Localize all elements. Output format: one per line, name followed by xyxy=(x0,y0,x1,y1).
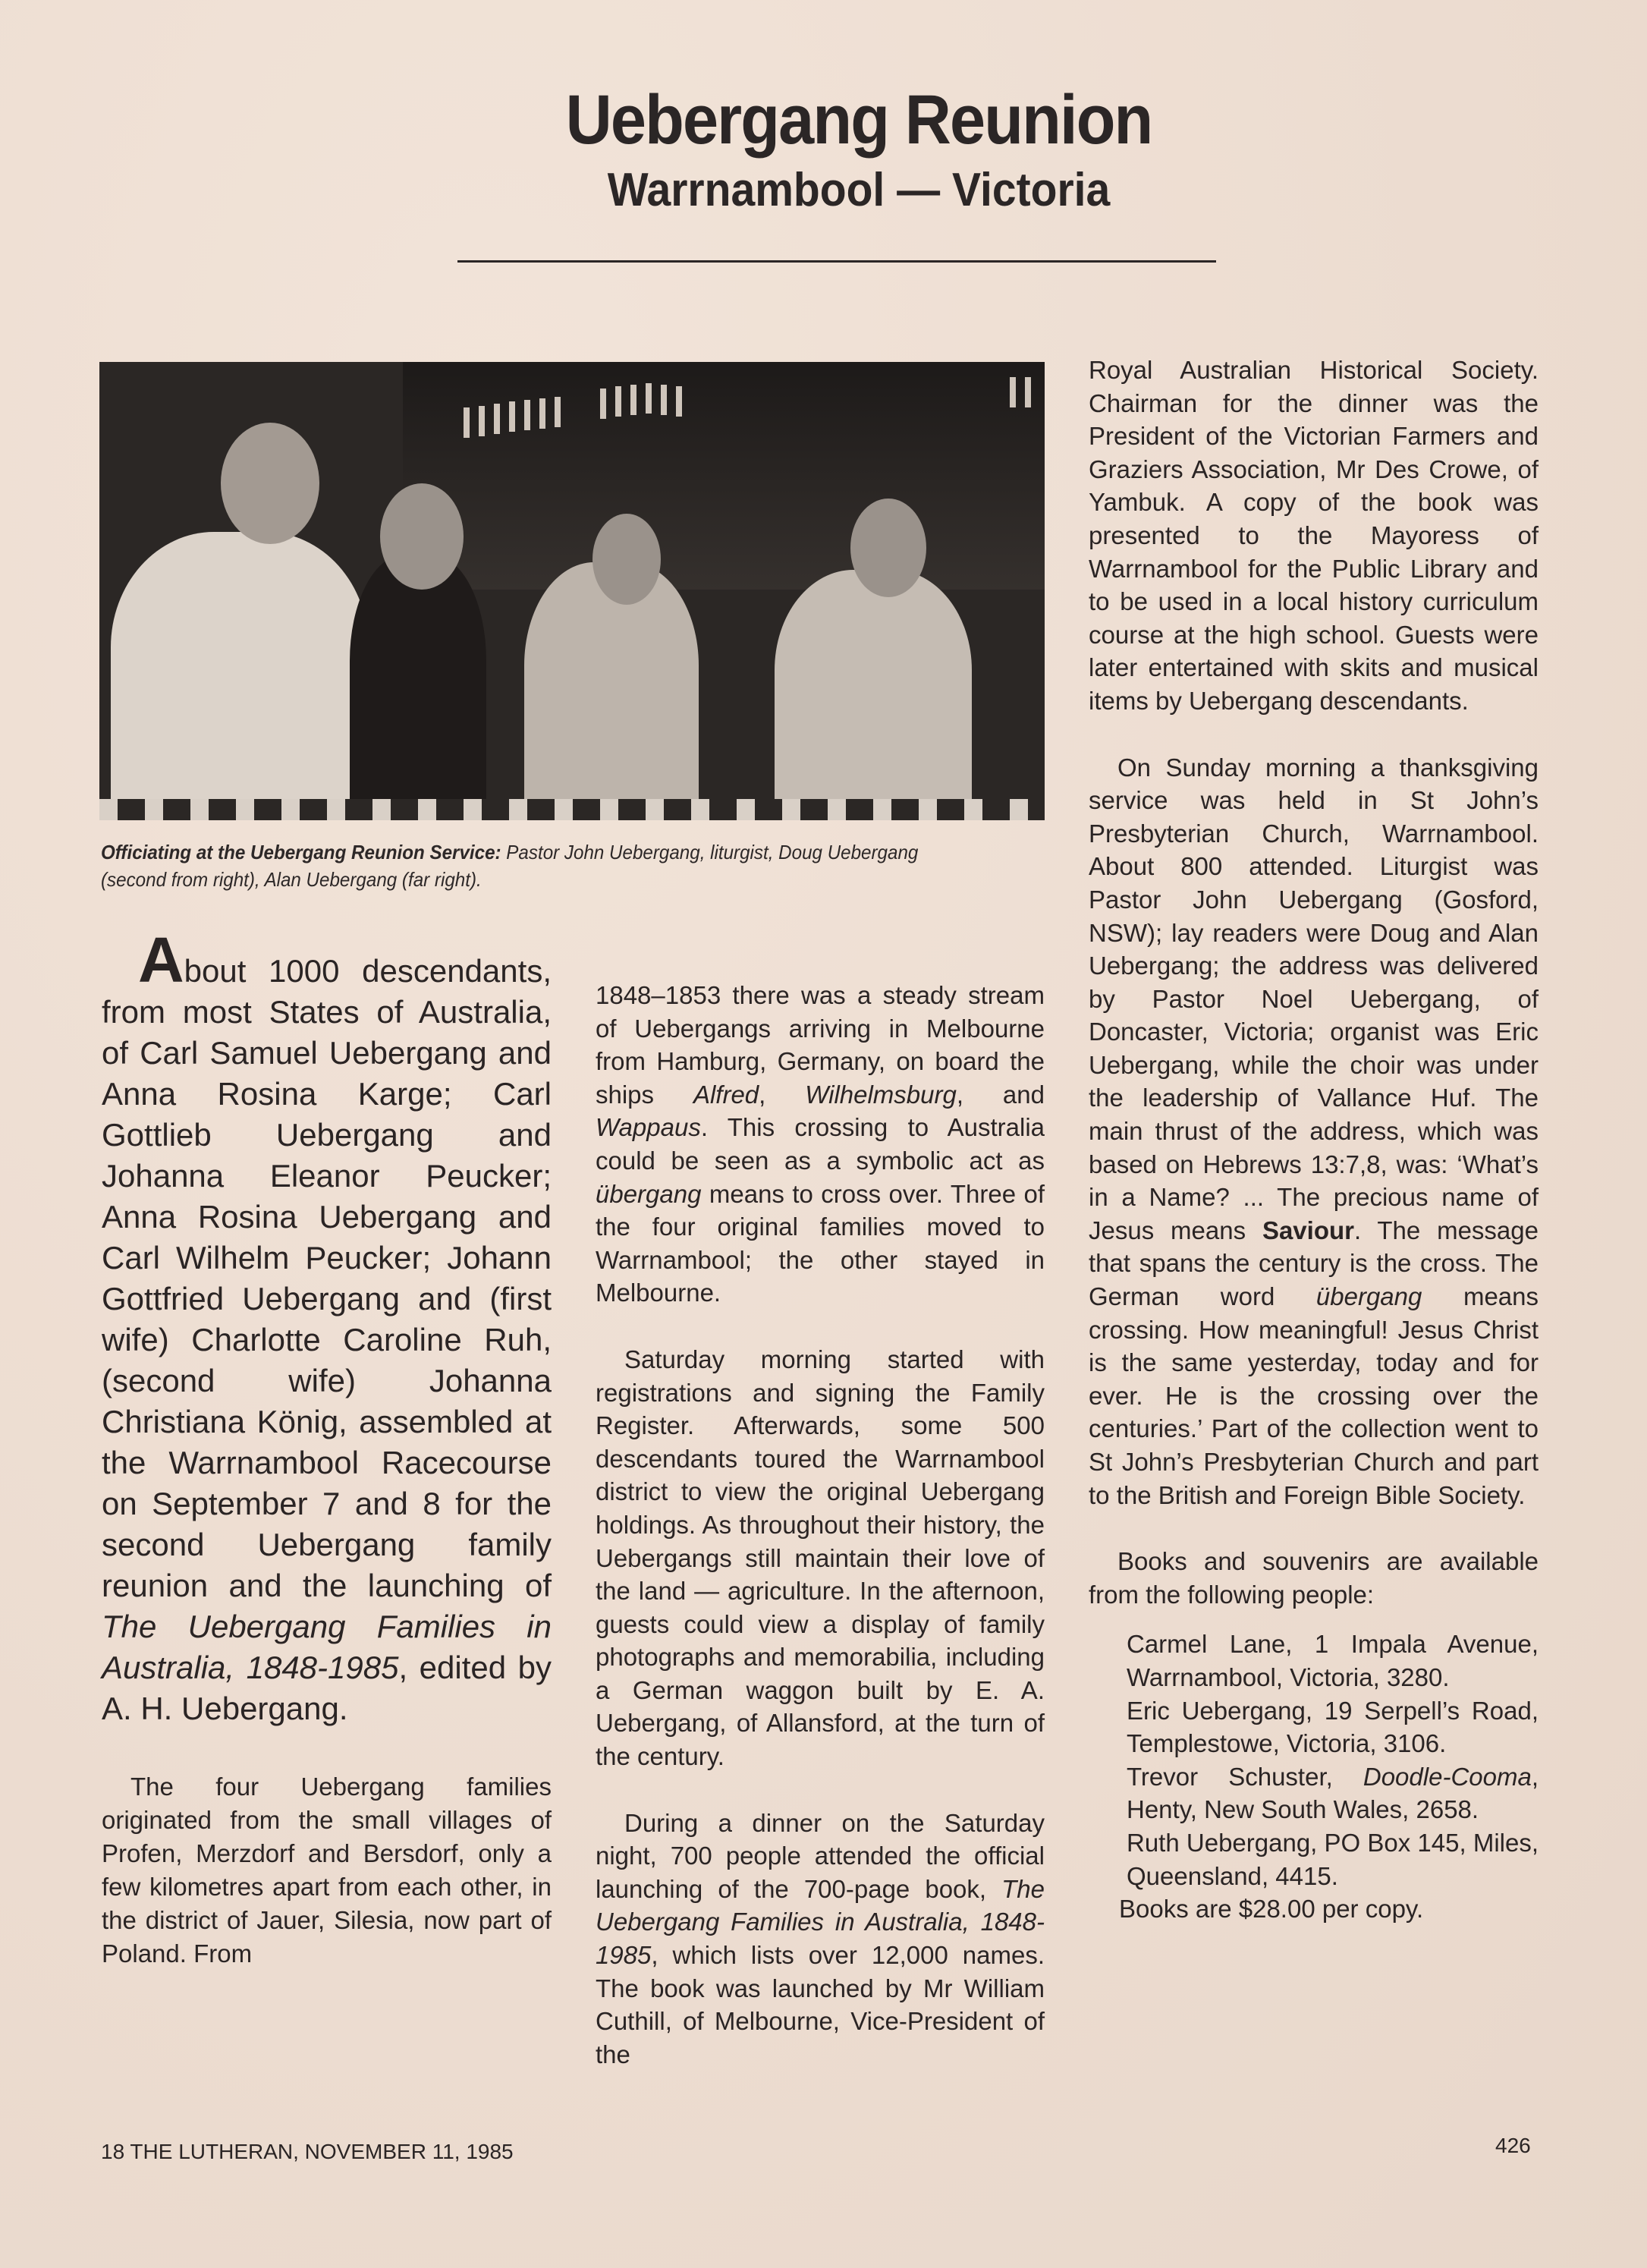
paragraph: Books and souvenirs are available from the following people: xyxy=(1089,1547,1539,1609)
footer-publication: 18 THE LUTHERAN, NOVEMBER 11, 1985 xyxy=(101,2140,514,2163)
address-list xyxy=(1089,1628,1539,1892)
article-title: Uebergang Reunion xyxy=(565,81,1152,159)
address-item: Trevor Schuster, Doodle-Cooma, Henty, New South Wales, 2658. xyxy=(1127,1762,1539,1824)
altar-rail xyxy=(99,799,1045,820)
column-2 xyxy=(596,979,1045,2071)
address-item: Eric Uebergang, 19 Serpell’s Road, Templestowe, Victoria, 3106. xyxy=(1127,1696,1539,1758)
book-title: The Uebergang Families in Australia, 1848-1985 xyxy=(102,1609,552,1685)
pastor-figure xyxy=(111,532,369,820)
caption-text: Pastor John Uebergang, liturgist, Doug Uebergang (second from right), Alan Uebergang (far right). xyxy=(101,841,919,891)
paragraph: The four Uebergang families originated from the small villages of Profen, Merzdorf and Bersdorf, only a few kilometres apart from each other, in the district of Jauer, Silesia, now part of Poland. From xyxy=(102,1773,552,1968)
column-1 xyxy=(102,924,552,1971)
article-subtitle: Warrnambool — Victoria xyxy=(607,164,1111,216)
drop-cap: A xyxy=(138,924,184,996)
title-divider xyxy=(457,260,1216,263)
paragraph: Saturday morning started with registrations and signing the Family Register. Afterwards, some 500 descendants toured the Warrnambool district to view the original Uebergang holdings. As throughout their history, the Uebergangs still maintain their love of the land — agriculture. In the afternoon, guests could view a display of family photographs and memorabilia, including a German waggon built by E. A. Uebergang, of Allansford, at the turn of the century. xyxy=(596,1345,1045,1771)
address-item: Ruth Uebergang, PO Box 145, Miles, Queensland, 4415. xyxy=(1127,1828,1539,1890)
paragraph: 1848–1853 there was a steady stream of Uebergangs arriving in Melbourne from Hamburg, Germany, on board the ships Alfred, Wilhelmsburg, and Wappaus. This crossing to Australia could be seen as a symbolic act as übergang means to cross over. Three of the four original families moved to Warrnambool; the other stayed in Melbourne. xyxy=(596,981,1045,1307)
lead-paragraph: About 1000 descendants, from most States of Australia, of Carl Samuel Uebergang and Anna Rosina Karge; Carl Gottlieb Uebergang and Johanna Eleanor Peucker; Anna Rosina Uebergang and Carl Wilhelm Peucker; Johann Gottfried Uebergang and (first wife) Charlotte Caroline Ruh, (second wife) Johanna Christiana König, assembled at the Warrnambool Racecourse on September 7 and 8 for the second Uebergang family reunion and the launching of The Uebergang Families in Australia, 1848-1985, edited by A. H. Uebergang. xyxy=(102,924,552,1726)
book-price: Books are $28.00 per copy. xyxy=(1119,1895,1424,1924)
paragraph: On Sunday morning a thanksgiving service was held in St John’s Presbyterian Church, Warrnambool. About 800 attended. Liturgist was Pastor John Uebergang (Gosford, NSW); lay readers were Doug and Alan Uebergang; the address was delivered by Pastor Noel Uebergang, of Doncaster, Victoria; organist was Eric Uebergang, while the choir was under the leadership of Vallance Huf. The main thrust of the address, which was based on Hebrews 13:7,8, was: ‘What’s in a Name? ... The precious name of Jesus means Saviour. The message that spans the century is the cross. The German word übergang means crossing. How meaningful! Jesus Christ is the same yesterday, today and for ever. He is the crossing over the centuries.’ Part of the collection went to St John’s Presbyterian Church and part to the British and Foreign Bible Society. xyxy=(1089,753,1539,1509)
page-number: 426 xyxy=(1495,2134,1531,2157)
caption-heading: Officiating at the Uebergang Reunion Service: xyxy=(101,841,501,863)
column-3 xyxy=(1089,354,1539,1926)
photo-caption xyxy=(101,838,983,893)
paragraph: Royal Australian Historical Society. Chairman for the dinner was the President of the Victorian Farmers and Graziers Association, Mr Des Crowe, of Yambuk. A copy of the book was presented to the Mayoress of Warrnambool for the Public Library and to be used in a local history curriculum course at the high school. Guests were later entertained with skits and musical items by Uebergang descendants. xyxy=(1089,356,1539,715)
article-header xyxy=(479,82,1238,217)
address-item: Carmel Lane, 1 Impala Avenue, Warrnambool, Victoria, 3280. xyxy=(1127,1630,1539,1691)
book-title: The Uebergang Families in Australia, 1848-1985 xyxy=(596,1874,1045,1970)
organ-pipes xyxy=(403,362,1045,590)
paragraph: During a dinner on the Saturday night, 700 people attended the official launching of the 700-page book, The Uebergang Families in Australia, 1848-1985, which lists over 12,000 names. The book was launched by Mr William Cuthill, of Melbourne, Vice-President of the xyxy=(596,1808,1045,2068)
reunion-service-photo xyxy=(99,362,1045,820)
